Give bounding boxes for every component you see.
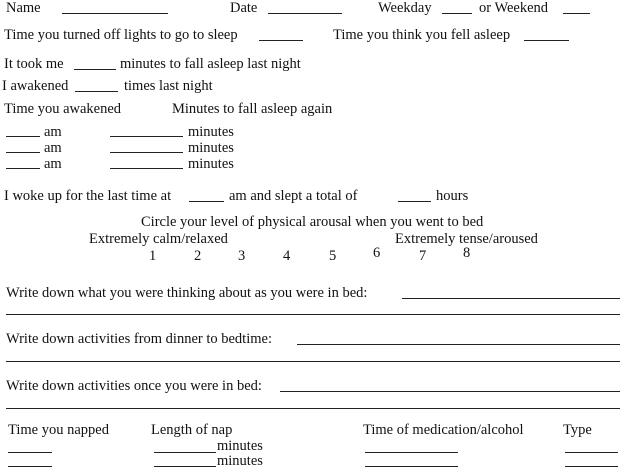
am-label: am — [44, 156, 62, 172]
awakening-time-field[interactable] — [6, 136, 40, 137]
last-wake-time-field[interactable] — [189, 201, 224, 202]
nap-time-field[interactable] — [8, 466, 52, 467]
arousal-high-label: Extremely tense/aroused — [395, 231, 538, 247]
arousal-option-1[interactable]: 1 — [149, 248, 157, 264]
fell-asleep-label: Time you think you fell asleep — [333, 27, 511, 43]
took-me-prefix: It took me — [4, 56, 64, 72]
fell-asleep-field[interactable] — [524, 40, 569, 41]
time-awakened-header: Time you awakened — [4, 101, 122, 117]
medication-type-field[interactable] — [565, 452, 618, 453]
total-hours-field[interactable] — [398, 201, 431, 202]
thinking-field-line[interactable] — [6, 314, 620, 315]
name-field[interactable] — [62, 13, 168, 14]
minutes-label: minutes — [188, 156, 234, 172]
medication-header: Time of medication/alcohol — [363, 422, 524, 438]
arousal-low-label: Extremely calm/relaxed — [89, 231, 228, 247]
minutes-label: minutes — [188, 124, 234, 140]
type-header: Type — [563, 422, 592, 438]
took-me-suffix: minutes to fall asleep last night — [120, 56, 301, 72]
arousal-option-6[interactable]: 6 — [373, 245, 381, 261]
dinner-field[interactable] — [297, 344, 620, 345]
in-bed-field[interactable] — [280, 391, 620, 392]
date-label: Date — [230, 0, 258, 16]
awakening-time-field[interactable] — [6, 152, 40, 153]
awakening-minutes-field[interactable] — [110, 152, 183, 153]
nap-minutes-label: minutes — [217, 438, 263, 454]
last-wake-suffix: hours — [436, 188, 469, 204]
in-bed-field-line[interactable] — [6, 408, 620, 409]
arousal-prompt: Circle your level of physical arousal when you went to bed — [141, 214, 484, 230]
am-label: am — [44, 124, 62, 140]
arousal-option-7[interactable]: 7 — [419, 248, 427, 264]
weekend-label: or Weekend — [479, 0, 549, 16]
medication-type-field[interactable] — [565, 466, 618, 467]
medication-time-field[interactable] — [365, 452, 458, 453]
lights-off-field[interactable] — [259, 40, 303, 41]
name-label: Name — [6, 0, 41, 16]
arousal-option-2[interactable]: 2 — [194, 248, 202, 264]
awakening-time-field[interactable] — [6, 168, 40, 169]
nap-minutes-label: minutes — [217, 453, 263, 469]
arousal-option-3[interactable]: 3 — [238, 248, 246, 264]
awakening-minutes-field[interactable] — [110, 136, 183, 137]
awakened-prefix: I awakened — [2, 78, 69, 94]
weekday-field[interactable] — [442, 13, 472, 14]
last-wake-middle: am and slept a total of — [229, 188, 358, 204]
last-wake-prefix: I woke up for the last time at — [4, 188, 172, 204]
arousal-option-8[interactable]: 8 — [463, 245, 471, 261]
date-field[interactable] — [268, 13, 342, 14]
minutes-again-header: Minutes to fall asleep again — [172, 101, 333, 117]
arousal-option-4[interactable]: 4 — [283, 248, 291, 264]
lights-off-label: Time you turned off lights to go to sleep — [4, 27, 238, 43]
minutes-label: minutes — [188, 140, 234, 156]
in-bed-prompt: Write down activities once you were in bed: — [6, 378, 262, 394]
time-napped-header: Time you napped — [8, 422, 109, 438]
awakening-minutes-field[interactable] — [110, 168, 183, 169]
nap-time-field[interactable] — [8, 452, 52, 453]
arousal-option-5[interactable]: 5 — [329, 248, 337, 264]
weekday-label: Weekday — [378, 0, 432, 16]
nap-length-field[interactable] — [154, 466, 216, 467]
awakened-suffix: times last night — [124, 78, 213, 94]
times-awakened-field[interactable] — [75, 91, 118, 92]
weekend-field[interactable] — [563, 13, 590, 14]
minutes-to-fall-asleep-field[interactable] — [74, 69, 116, 70]
nap-length-header: Length of nap — [151, 422, 233, 438]
thinking-field[interactable] — [402, 298, 620, 299]
thinking-prompt: Write down what you were thinking about as you were in bed: — [6, 285, 368, 301]
am-label: am — [44, 140, 62, 156]
dinner-field-line[interactable] — [6, 361, 620, 362]
dinner-prompt: Write down activities from dinner to bedtime: — [6, 331, 272, 347]
medication-time-field[interactable] — [365, 466, 458, 467]
nap-length-field[interactable] — [154, 452, 216, 453]
